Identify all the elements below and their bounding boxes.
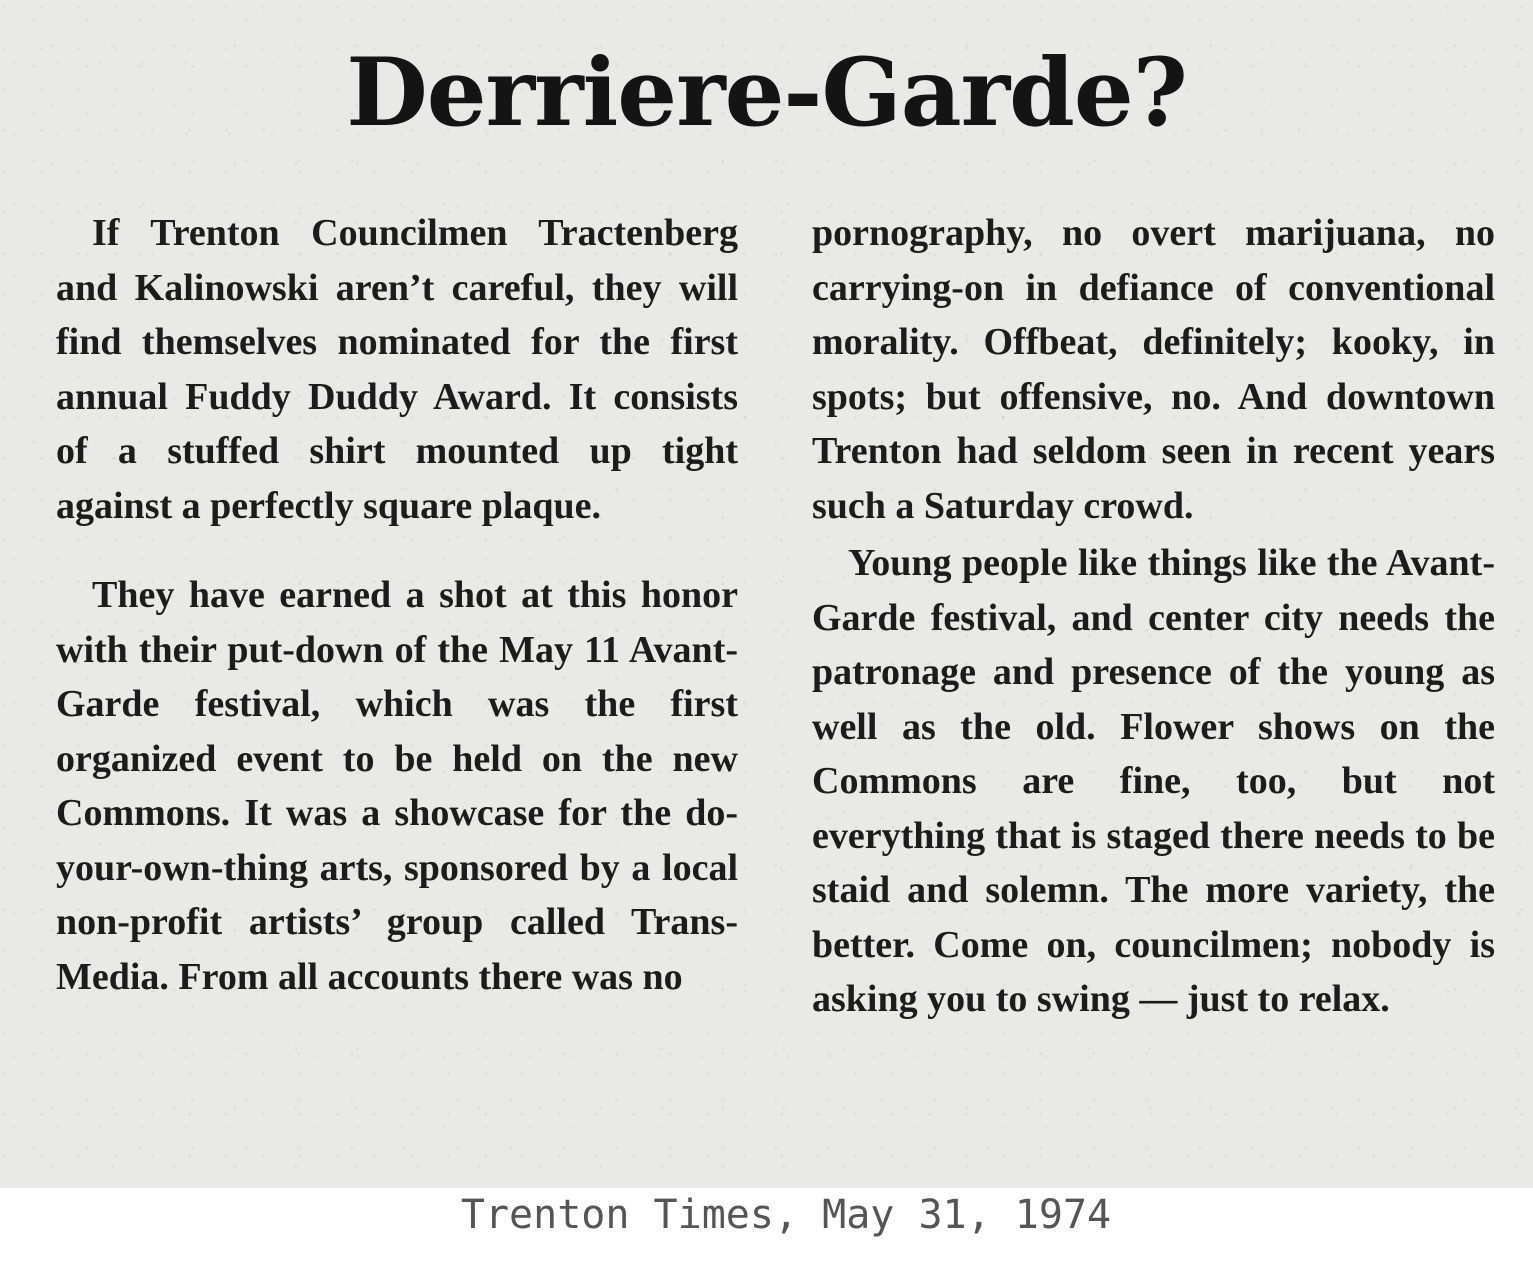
headline: Derriere-Garde? bbox=[346, 38, 1187, 148]
article-column-left bbox=[56, 206, 738, 1004]
paragraph-3: Young people like things like the Avant-Garde festival, and center city needs the patronage and presence of the young as well as the old. Flower shows on the Commons are fine, too, but not everything that is staged there needs to be staid and solemn. The more variety, the better. Come on, councilmen; nobody is asking you to swing — just to relax. bbox=[812, 542, 1495, 1020]
paragraph-1: If Trenton Councilmen Tractenberg and Kalinowski aren’t careful, they will find themselves nominated for the first annual Fuddy Duddy Award. It consists of a stuffed shirt mounted up tight against a perfectly square plaque. bbox=[56, 212, 738, 527]
source-caption: Trenton Times, May 31, 1974 bbox=[460, 1192, 1112, 1238]
paragraph-2: They have earned a shot at this honor with their put-down of the May 11 Avant-Garde festival, which was the first organized event to be held on the new Commons. It was a showcase for the do-your-own-thing arts, sponsored by a local non-profit artists’ group called Trans-Media. From all accounts there was no bbox=[56, 574, 738, 998]
article-column-right bbox=[812, 206, 1495, 1027]
paragraph-2-continued: pornography, no overt marijuana, no carrying-on in defiance of conventional morality. Offbeat, definitely; kooky, in spots; but offensive, no. And downtown Trenton had seldom seen in recent years such a Saturday crowd. bbox=[812, 212, 1495, 527]
